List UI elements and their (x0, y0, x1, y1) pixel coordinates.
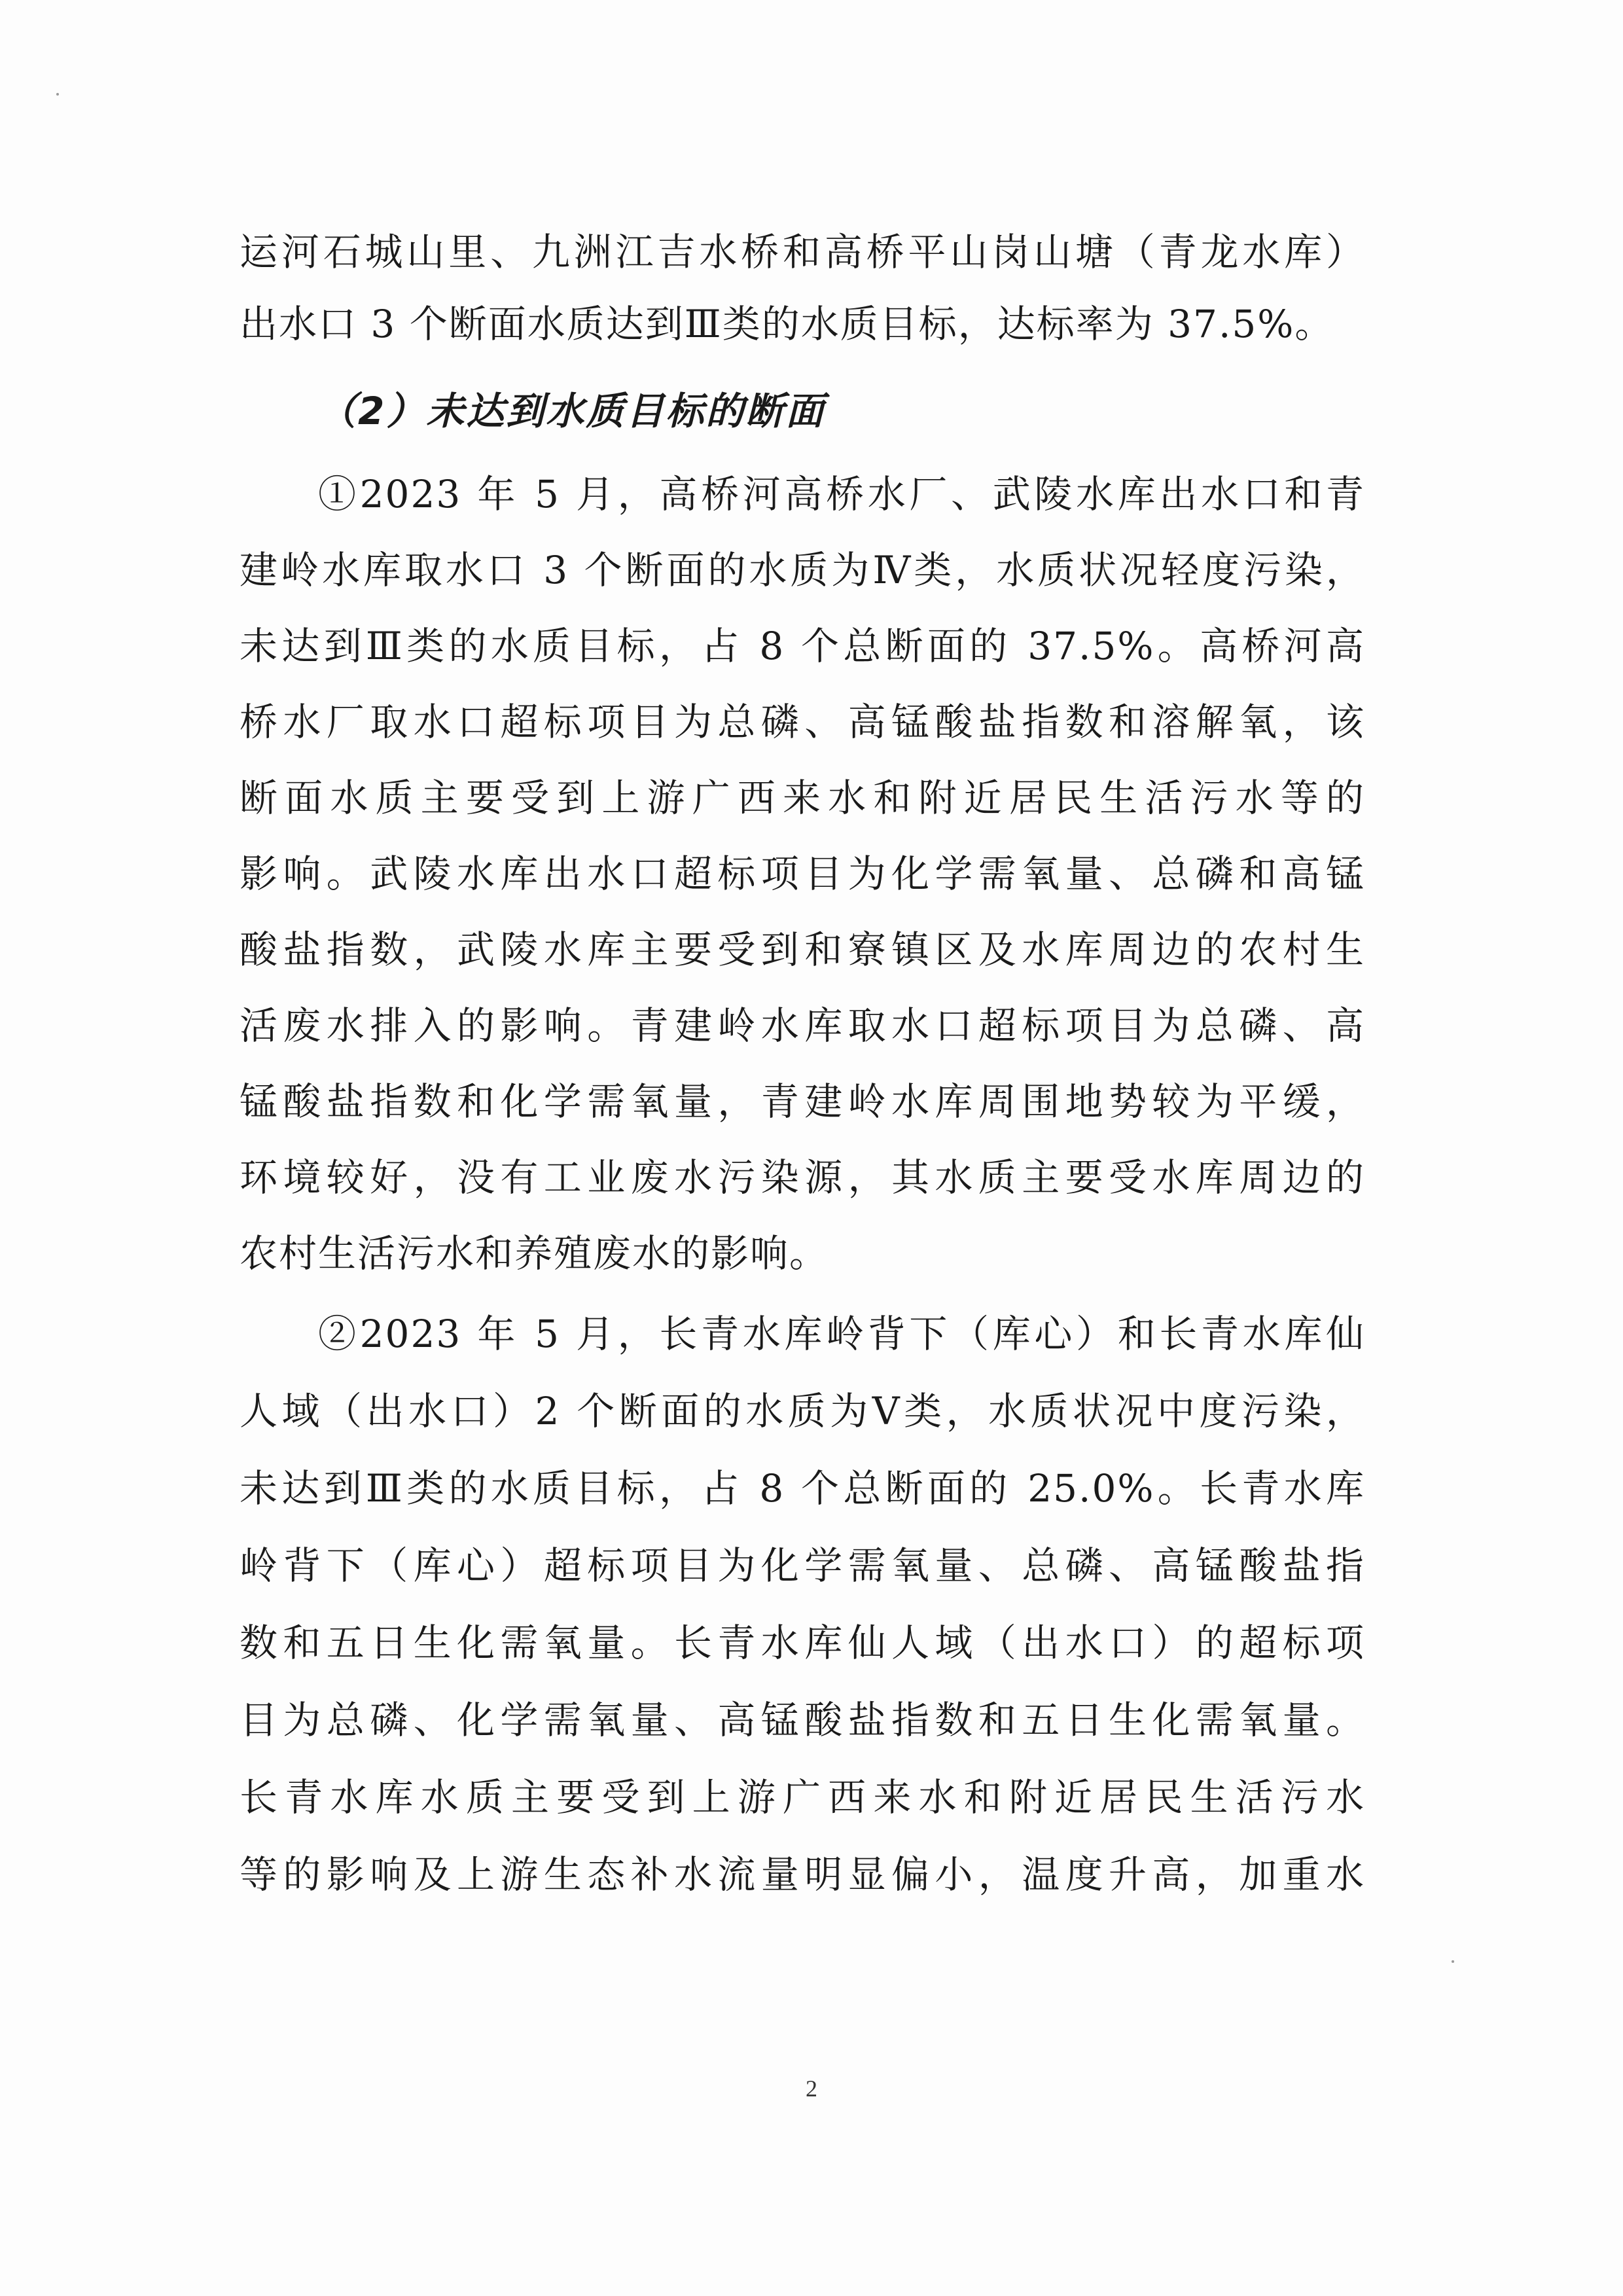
paragraph-line: 人域（出水口）2 个断面的水质为Ⅴ类，水质状况中度污染， (240, 1389, 1365, 1433)
paragraph-line: 影响。武陵水库出水口超标项目为化学需氧量、总磷和高锰 (240, 852, 1365, 896)
paragraph-line: ①2023 年 5 月，高桥河高桥水厂、武陵水库出水口和青 (318, 472, 1365, 516)
section-heading: （2）未达到水质目标的断面 (318, 389, 826, 433)
paragraph-line: 未达到Ⅲ类的水质目标，占 8 个总断面的 25.0%。长青水库 (240, 1466, 1365, 1511)
scan-speck (56, 93, 59, 96)
paragraph-line: 桥水厂取水口超标项目为总磷、高锰酸盐指数和溶解氧，该 (240, 700, 1365, 744)
page-number: 2 (806, 2075, 817, 2102)
paragraph-line: 锰酸盐指数和化学需氧量，青建岭水库周围地势较为平缓， (240, 1079, 1365, 1124)
paragraph-line: 断面水质主要受到上游广西来水和附近居民生活污水等的 (240, 776, 1365, 820)
paragraph-line: 运河石城山里、九洲江吉水桥和高桥平山岗山塘（青龙水库） (240, 230, 1365, 274)
paragraph-line: 长青水库水质主要受到上游广西来水和附近居民生活污水 (240, 1775, 1365, 1820)
paragraph-line: 未达到Ⅲ类的水质目标，占 8 个总断面的 37.5%。高桥河高 (240, 624, 1365, 668)
paragraph-line: 活废水排入的影响。青建岭水库取水口超标项目为总磷、高 (240, 1003, 1365, 1048)
paragraph-line: 建岭水库取水口 3 个断面的水质为Ⅳ类，水质状况轻度污染， (240, 548, 1365, 592)
paragraph-line: 酸盐指数，武陵水库主要受到和寮镇区及水库周边的农村生 (240, 927, 1365, 972)
scan-speck (1452, 1960, 1454, 1963)
paragraph-line: 岭背下（库心）超标项目为化学需氧量、总磷、高锰酸盐指 (240, 1543, 1365, 1588)
paragraph-line: ②2023 年 5 月，长青水库岭背下（库心）和长青水库仙 (318, 1312, 1365, 1356)
paragraph-line: 出水口 3 个断面水质达到Ⅲ类的水质目标，达标率为 37.5%。 (240, 302, 1334, 346)
paragraph-line: 等的影响及上游生态补水流量明显偏小，温度升高，加重水 (240, 1852, 1365, 1897)
paragraph-line: 环境较好，没有工业废水污染源，其水质主要受水库周边的 (240, 1155, 1365, 1200)
paragraph-line: 目为总磷、化学需氧量、高锰酸盐指数和五日生化需氧量。 (240, 1698, 1365, 1742)
paragraph-line: 农村生活污水和养殖废水的影响。 (240, 1231, 829, 1276)
paragraph-line: 数和五日生化需氧量。长青水库仙人域（出水口）的超标项 (240, 1621, 1365, 1665)
